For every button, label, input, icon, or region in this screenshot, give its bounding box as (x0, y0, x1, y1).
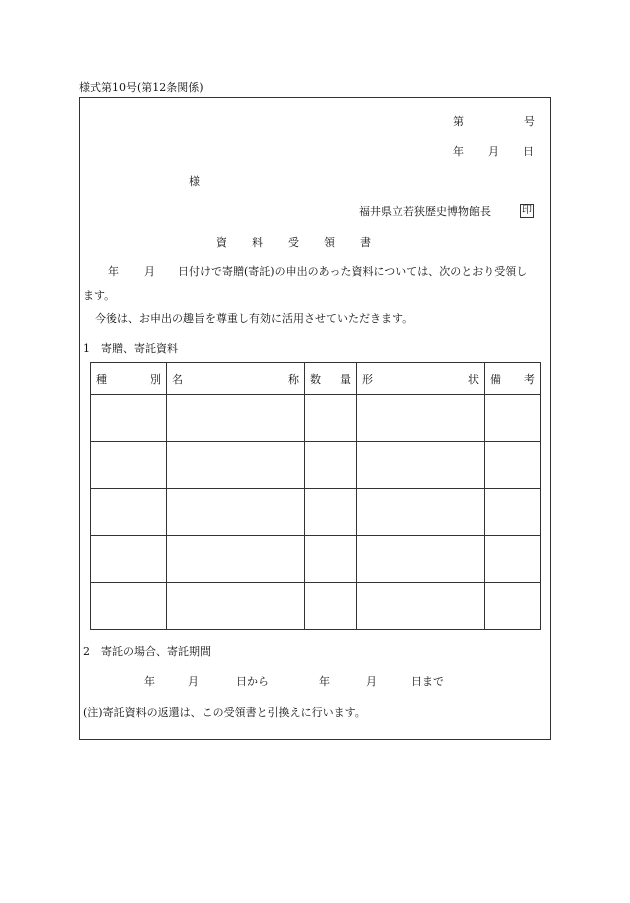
table-cell[interactable] (305, 489, 357, 536)
period-from-year: 年 (144, 675, 155, 688)
table-row (91, 583, 541, 630)
section1-label: 1 寄贈、寄託資料 (83, 342, 178, 355)
table-cell[interactable] (91, 489, 167, 536)
column-header-quantity: 数 量 (305, 363, 357, 395)
materials-table (90, 362, 541, 630)
issuer-name: 福井県立若狭歴史博物館長 (359, 205, 491, 218)
table-cell[interactable] (485, 395, 541, 442)
table-cell[interactable] (305, 536, 357, 583)
table-cell[interactable] (357, 583, 485, 630)
body-month: 月 (144, 265, 155, 278)
table-cell[interactable] (91, 583, 167, 630)
table-cell[interactable] (485, 536, 541, 583)
period-from-month: 月 (188, 675, 199, 688)
period-from-day: 日から (236, 675, 269, 688)
column-header-type: 種 別 (91, 363, 167, 395)
period-to-month: 月 (366, 675, 377, 688)
table-cell[interactable] (485, 583, 541, 630)
table-row (91, 489, 541, 536)
table-cell[interactable] (167, 536, 305, 583)
table-row (91, 536, 541, 583)
document-title: 資 料 受 領 書 (216, 236, 372, 249)
table-row (91, 442, 541, 489)
table-header-row (91, 363, 541, 395)
table-cell[interactable] (91, 395, 167, 442)
number-suffix: 号 (524, 115, 535, 128)
date-day: 日 (523, 145, 534, 158)
body-line1: 日付けで寄贈(寄託)の申出のあった資料については、次のとおり受領し (178, 265, 528, 278)
form-label: 様式第10号(第12条関係) (79, 81, 204, 94)
body-year: 年 (108, 265, 119, 278)
table-cell[interactable] (485, 489, 541, 536)
column-header-remarks: 備 考 (485, 363, 541, 395)
table-cell[interactable] (357, 395, 485, 442)
table-cell[interactable] (357, 442, 485, 489)
table-cell[interactable] (167, 489, 305, 536)
table-cell[interactable] (91, 536, 167, 583)
number-prefix: 第 (453, 115, 464, 128)
period-to-year: 年 (319, 675, 330, 688)
date-month: 月 (488, 145, 499, 158)
seal-mark: 印 (522, 205, 532, 216)
addressee-suffix: 様 (189, 175, 200, 188)
table-cell[interactable] (91, 442, 167, 489)
table-cell[interactable] (485, 442, 541, 489)
table-cell[interactable] (305, 583, 357, 630)
table-cell[interactable] (167, 395, 305, 442)
table-cell[interactable] (167, 442, 305, 489)
table-cell[interactable] (167, 583, 305, 630)
body-paragraph2: 今後は、お申出の趣旨を尊重し有効に活用させていただきます。 (95, 312, 414, 325)
column-header-shape: 形 状 (357, 363, 485, 395)
date-year: 年 (453, 145, 464, 158)
table-cell[interactable] (305, 395, 357, 442)
return-note: (注)寄託資料の返還は、この受領書と引換えに行います。 (83, 706, 366, 719)
section2-label: 2 寄託の場合、寄託期間 (83, 645, 211, 658)
table-cell[interactable] (357, 489, 485, 536)
table-cell[interactable] (357, 536, 485, 583)
period-to-day: 日まで (411, 675, 444, 688)
column-header-name: 名 称 (167, 363, 305, 395)
table-cell[interactable] (305, 442, 357, 489)
body-line2: ます。 (83, 289, 116, 302)
table-row (91, 395, 541, 442)
